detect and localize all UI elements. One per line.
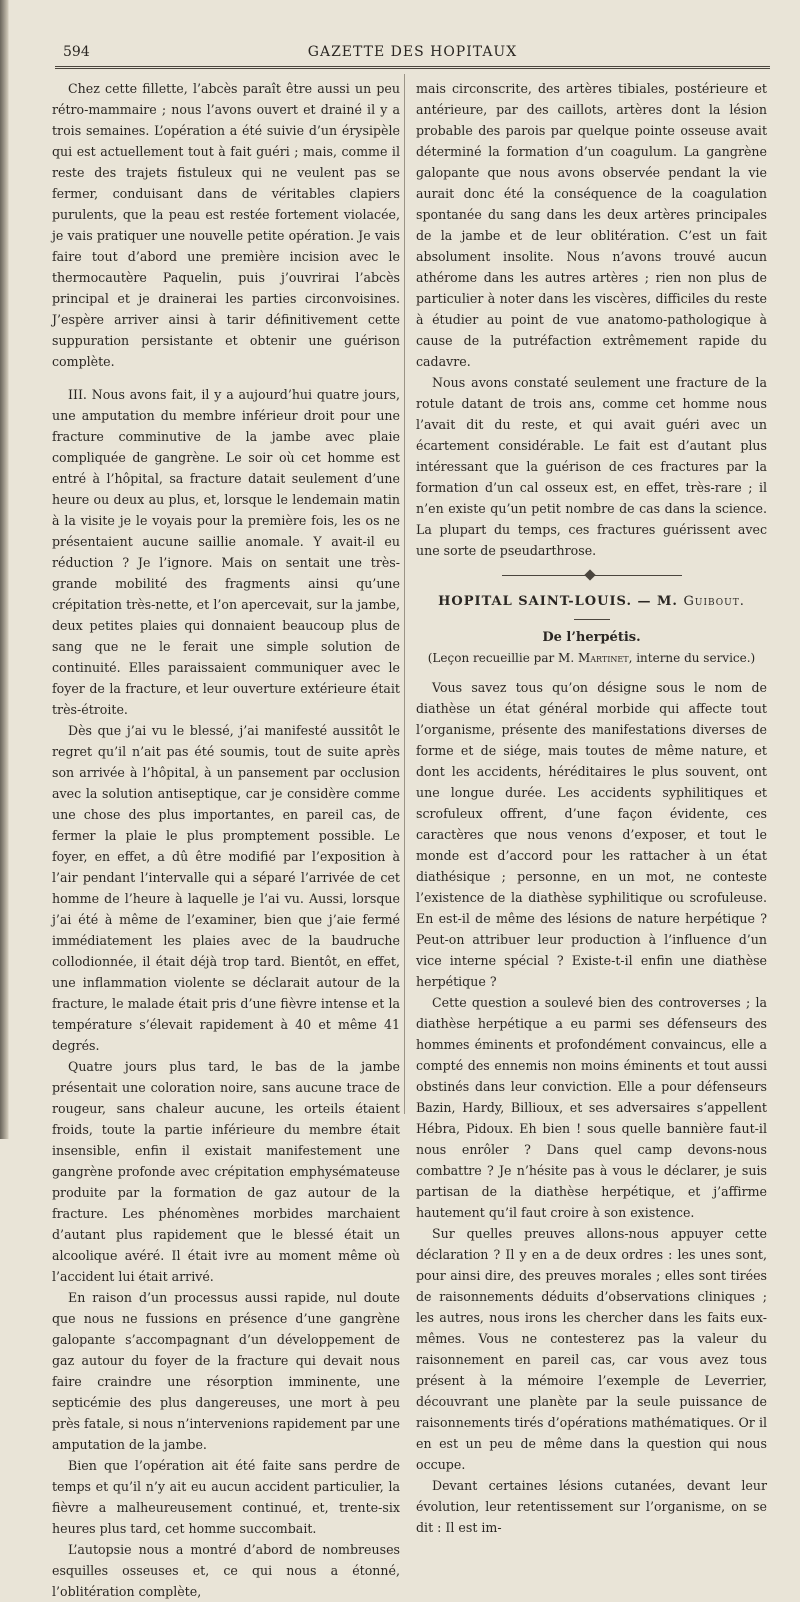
right-paragraph-4: Cette question a soulevé bien des controverses ; la diathèse herpétique a eu parmi ses défenseurs des hommes éminents et profondément convaincus, elle a compté des ennemis non moins éminents et tout aussi obstinés dans leur conviction. Elle a pour défenseurs Bazin, Hardy, Billioux, et ses adversaires s’appellent Hébra, Pidoux. Eh bien ! sous quelle bannière faut-il nous enrôler ? Dans quel camp devons-nous combattre ? Je n’hésite pas à vous le déclarer, je suis partisan de la diathèse herpétique, et j’affirme hautement qu’il faut croire à son existence. [416,995,767,1220]
right-column [416,78,767,1538]
page-number: 594 [63,44,90,60]
left-paragraph-5: En raison d’un processus aussi rapide, nul doute que nous ne fussions en présence d’une gangrène galopante s’accompagnant d’un développement de gaz autour du foyer de la fracture qui devait nous faire craindre une résorption imminente, une septicémie des plus dangereuses, une mort à peu près fatale, si nous n’intervenions rapidement par une amputation de la jambe. [52,1290,400,1452]
separator-diamond [584,569,595,580]
right-paragraph-6: Devant certaines lésions cutanées, devant leur évolution, leur retentissement sur l’organisme, on se dit : Il est im- [416,1478,767,1535]
lesson-prefix: (Leçon recueillie par M. [427,651,578,665]
section-heading [416,594,767,609]
section-separator [502,571,682,580]
lesson-suffix: , interne du service.) [628,651,756,665]
right-paragraph-3: Vous savez tous qu’on désigne sous le nom de diathèse un état général morbide qui affecte tout l’organisme, présente des manifestations diverses de forme et de siége, mais toutes de même nature, et dont les accidents, héréditaires le plus souvent, ont une longue durée. Les accidents syphilitiques et scrofuleux offrent, d’une façon évidente, ces caractères que nous venons d’exposer, et tout le monde est d’accord pour les rattacher à un état diathésique ; personne, en un mot, ne conteste l’existence de la diathèse syphilitique ou scrofuleuse. En est-il de même des lésions de nature herpétique ? Peut-on attribuer leur production à l’influence d’un vice interne spécial ? Existe-t-il enfin une diathèse herpétique ? [416,680,767,989]
left-paragraph-6: Bien que l’opération ait été faite sans perdre de temps et qu’il n’y ait eu aucun accident particulier, la fièvre a malheureusement continué, et, trente-six heures plus tard, cet homme succombait. [52,1458,400,1536]
right-paragraph-5: Sur quelles preuves allons-nous appuyer cette déclaration ? Il y en a de deux ordres : les unes sont, pour ainsi dire, des preuves morales ; elles sont tirées de raisonnements déduits d’observations cliniques ; les autres, nous irons les chercher dans les faits eux-mêmes. Vous ne contesterez pas la valeur du raisonnement en pareil cas, car vous avez tous présent à la mémoire l’exemple de Leverrier, découvrant une planète par la seule puissance de raisonnements tirés d’opérations mathématiques. Or il en est un peu de même dans la question qui nous occupe. [416,1226,767,1472]
header-rule [55,66,770,72]
left-paragraph-1: Chez cette fillette, l’abcès paraît être aussi un peu rétro-mammaire ; nous l’avons ouvert et drainé il y a trois semaines. L’opération a été suivie d’un érysipèle qui est actuellement tout à fait guéri ; mais, comme il reste des trajets fistuleux qui ne veulent pas se fermer, conduisant dans de véritables clapiers purulents, que la peau est restée fortement violacée, je vais pratiquer une nouvelle petite opération. Je vais faire tout d’abord une première incision avec le thermocautère Paquelin, puis j’ouvrirai l’abcès principal et je drainerai les parties circonvoisines. J’espère arriver ainsi à tarir définitivement cette suppuration persistante et obtenir une guérison complète. [52,81,400,369]
right-paragraph-1: mais circonscrite, des artères tibiales, postérieure et antérieure, par des caillots, artères dont la lésion probable des parois par quelque pointe osseuse avait déterminé la formation d’un coagulum. La gangrène galopante que nous avons observée pendant la vie aurait donc été la conséquence de la coagulation spontanée du sang dans les deux artères principales de la jambe et de leur oblitération. C’est un fait absolument insolite. Nous n’avons trouvé aucun athérome dans les autres artères ; rien non plus de particulier à noter dans les viscères, difficiles du reste à étudier au point de vue anatomo-pathologique à cause de la putréfaction extrêmement rapide du cadavre. [416,81,767,369]
article-subtitle: De l’herpétis. [542,630,641,645]
left-paragraph-7: L’autopsie nous a montré d’abord de nombreuses esquilles osseuses et, ce qui nous a étonné, l’oblitération complète, [52,1542,400,1599]
author-name: Guibout. [683,594,745,609]
hospital-name: HOPITAL SAINT-LOUIS. [438,594,632,609]
right-paragraph-2: Nous avons constaté seulement une fracture de la rotule datant de trois ans, comme cet homme nous l’avait dit du reste, et qui avait guéri avec un écartement considérable. Le fait est d’autant plus intéressant que la guérison de ces fractures par la formation d’un cal osseux est, en effet, très-rare ; il n’en existe qu’un petit nombre de cas dans la science. La plupart du temps, ces fractures guérissent avec une sorte de pseudarthrose. [416,375,767,558]
heading-rule [574,619,610,620]
lesson-name: Martinet [577,651,629,665]
heading-dash: — M. [631,594,684,609]
page-header [55,44,770,66]
journal-title: GAZETTE DES HOPITAUX [307,44,518,60]
lesson-credit [416,651,767,665]
left-paragraph-2: III. Nous avons fait, il y a aujourd’hui quatre jours, une amputation du membre inférieur droit pour une fracture comminutive de la jambe avec plaie compliquée de gangrène. Le soir où cet homme est entré à l’hôpital, sa fracture datait seulement d’une heure ou deux au plus, et, lorsque le lendemain matin à la visite je le voyais pour la première fois, les os ne présentaient aucune saillie anomale. Y avait-il eu réduction ? Je l’ignore. Mais on sentait une très-grande mobilité des fragments ainsi qu’une crépitation très-nette, et l’on apercevait, sur la jambe, deux petites plaies qui donnaient beaucoup plus de sang que ne le ferait une simple solution de continuité. Elles paraissaient communiquer avec le foyer de la fracture, et leur ouverture extérieure était très-étroite. [52,387,400,717]
left-paragraph-3: Dès que j’ai vu le blessé, j’ai manifesté aussitôt le regret qu’il n’ait pas été soumis, tout de suite après son arrivée à l’hôpital, à un pansement par occlusion avec la solution antiseptique, car je considère comme une chose des plus importantes, en pareil cas, de fermer la plaie le plus promptement possible. Le foyer, en effet, a dû être modifié par l’exposition à l’air pendant l’intervalle qui a séparé l’arrivée de cet homme de l’heure à laquelle je l’ai vu. Aussi, lorsque j’ai été à même de l’examiner, bien que j’aie fermé immédiatement les plaies avec de la baudruche collodionnée, il était déjà trop tard. Bientôt, en effet, une inflammation violente se déclarait autour de la fracture, le malade était pris d’une fièvre intense et la température s’élevait rapidement à 40 et même 41 degrés. [52,723,400,1053]
left-column [52,78,400,1602]
page-binding-edge [0,0,9,1139]
left-paragraph-4: Quatre jours plus tard, le bas de la jambe présentait une coloration noire, sans aucune trace de rougeur, sans chaleur aucune, les orteils étaient froids, toute la partie inférieure du membre était insensible, enfin il existait manifestement une gangrène profonde avec crépitation emphysémateuse produite par la formation de gaz autour de la fracture. Les phénomènes morbides marchaient d’autant plus rapidement que le blessé était un alcoolique avéré. Il était ivre au moment même où l’accident lui était arrivé. [52,1059,400,1284]
